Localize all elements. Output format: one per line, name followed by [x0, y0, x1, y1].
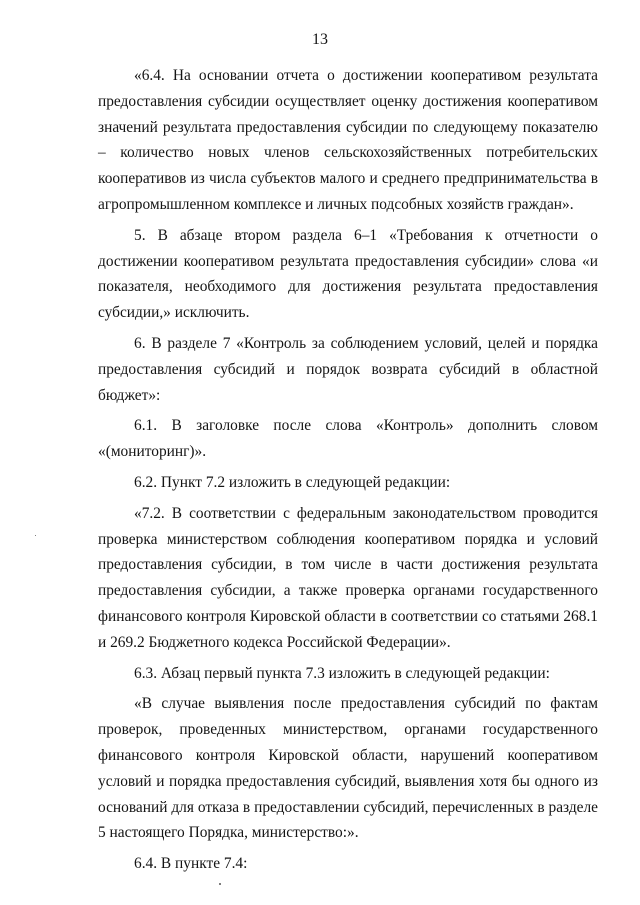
paragraph-item-6-2: 6.2. Пункт 7.2 изложить в следующей редакции:	[134, 473, 451, 491]
paragraph-7-3-text: «В случае выявления после предоставления субсидий по фактам проверок, проведенных министерством, органами государственного финансового контроля Кировской области, нарушений кооперативом условий и порядка предоставления субсидий, выявления хотя бы одного из оснований для отказа в предоставлении субсидий, перечисленных в разделе 5 настоящего Порядка, министерство:».	[98, 695, 598, 842]
paragraph-item-6: 6. В разделе 7 «Контроль за соблюдением условий, целей и порядка предоставления субсидий и порядок возврата субсидий в областной бюджет»:	[98, 334, 598, 404]
paragraph-item-6-4: 6.4. В пункте 7.4:	[134, 855, 248, 873]
scan-speck	[35, 535, 36, 536]
paragraph-6-4-text: «6.4. На основании отчета о достижении кооперативом результата предоставления субсидии осуществляет оценку достижения кооперативом значений результата предоставления субсидии по следующему показателю – количество новых членов сельскохозяйственных потребительских кооперативов из числа субъектов малого и среднего предпринимательства в агропромышленном комплексе и личных подсобных хозяйств граждан».	[98, 67, 598, 213]
paragraph-item-5: 5. В абзаце втором раздела 6–1 «Требования к отчетности о достижении кооперативом результата предоставления субсидии» слова «и показателя, необходимого для достижения результата предоставления субсидии,» исключить.	[98, 226, 598, 322]
paragraph-7-2-text: «7.2. В соответствии с федеральным законодательством проводится проверка министерством соблюдения кооперативом порядка и условий предоставления субсидии, в том числе в части достижения результата предоставления субсидии, а также проверка органами государственного финансового контроля Кировской области в соответствии со статьями 268.1 и 269.2 Бюджетного кодекса Российской Федерации».	[98, 504, 598, 651]
paragraph-item-6-3: 6.3. Абзац первый пункта 7.3 изложить в следующей редакции:	[134, 664, 550, 682]
scan-speck	[219, 883, 221, 885]
page-number: 13	[312, 31, 328, 48]
document-body	[98, 63, 598, 882]
paragraph-item-6-1: 6.1. В заголовке после слова «Контроль» дополнить словом «(мониторинг)».	[98, 417, 598, 461]
